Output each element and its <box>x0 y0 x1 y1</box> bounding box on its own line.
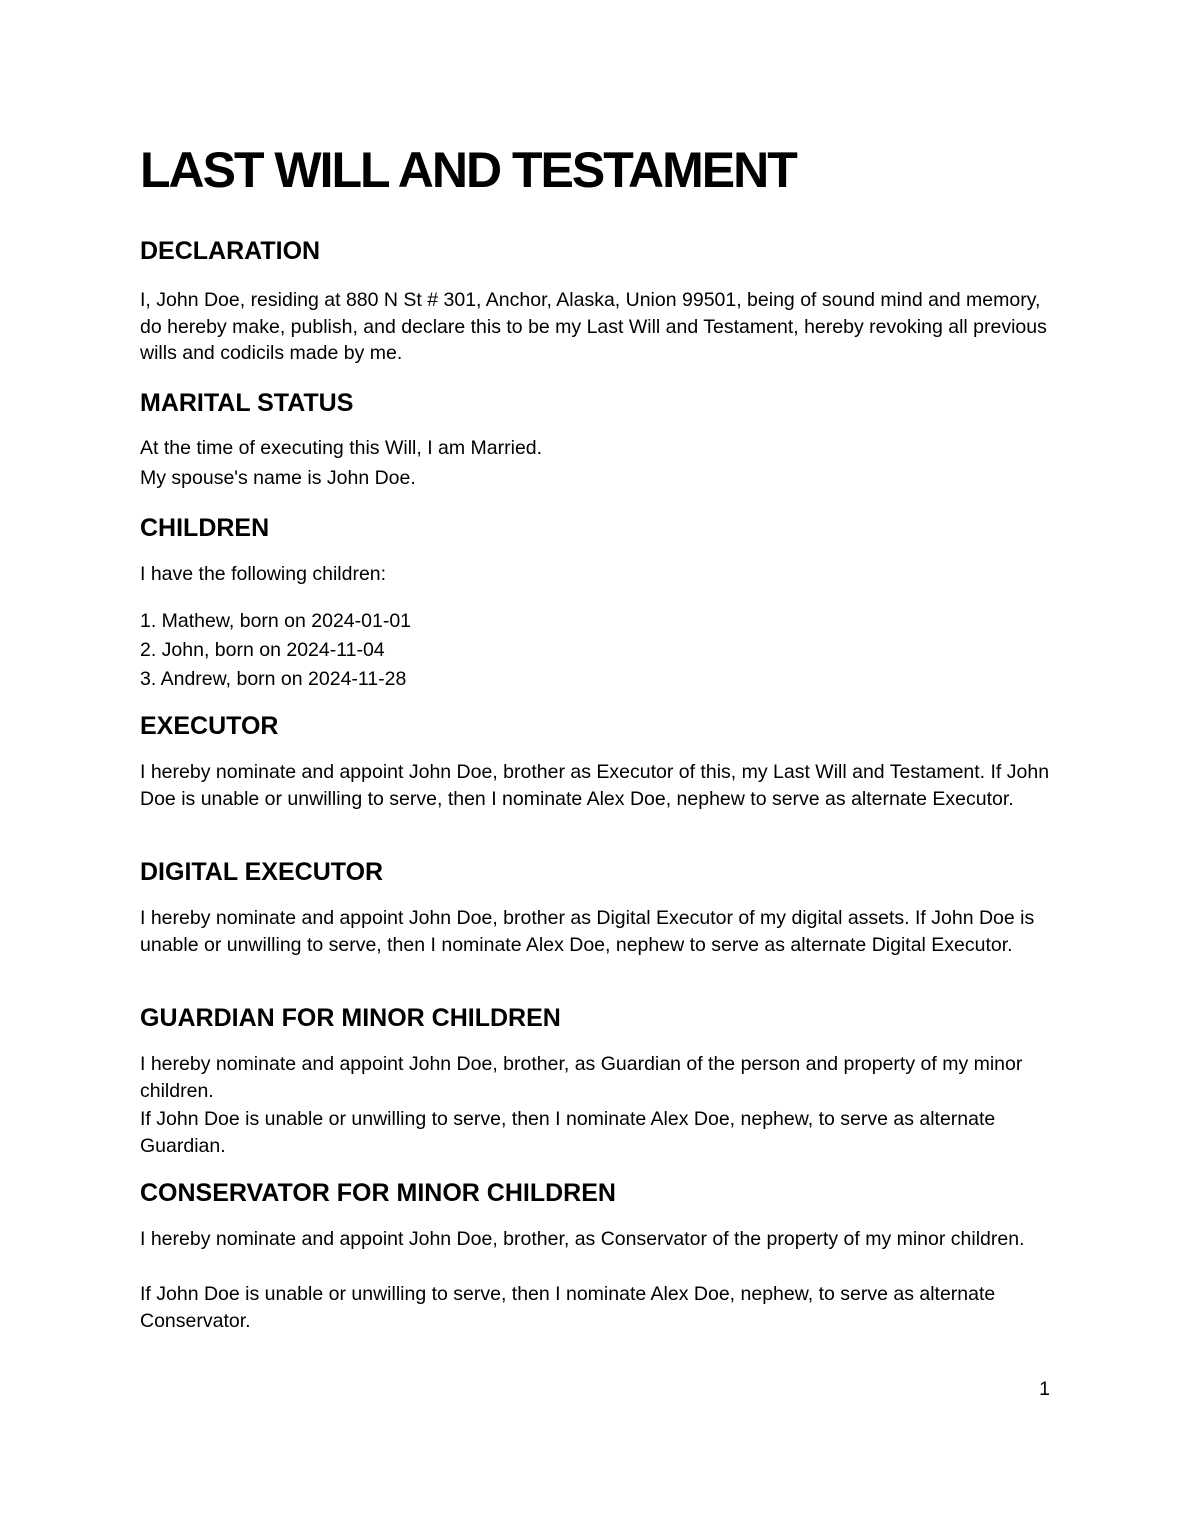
list-item: 3. Andrew, born on 2024-11-28 <box>140 668 407 690</box>
digital-executor-text: I hereby nominate and appoint John Doe, brother as Digital Executor of my digital assets. If John Doe is unable or unwilling to serve, then I nominate Alex Doe, nephew to serve as alternate Digital Executor. <box>140 907 1035 956</box>
conservator-text: I hereby nominate and appoint John Doe, brother, as Conservator of the property of my minor children. <box>140 1228 1025 1250</box>
children-intro: I have the following children: <box>140 563 387 585</box>
marital-status-line: At the time of executing this Will, I am Married. <box>140 437 543 459</box>
guardian-heading: GUARDIAN FOR MINOR CHILDREN <box>140 1004 561 1032</box>
digital-executor-heading: DIGITAL EXECUTOR <box>140 858 384 886</box>
executor-text: I hereby nominate and appoint John Doe, brother as Executor of this, my Last Will and Testament. If John Doe is unable or unwilling to serve, then I nominate Alex Doe, nephew to serve as alternate Executor. <box>140 761 1050 810</box>
executor-heading: EXECUTOR <box>140 712 279 740</box>
declaration-text: I, John Doe, residing at 880 N St # 301, Anchor, Alaska, Union 99501, being of sound mind and memory, do hereby make, publish, and declare this to be my Last Will and Testament, hereby revoking all previous wills and codicils made by me. <box>140 289 1047 364</box>
list-item: 2. John, born on 2024-11-04 <box>140 639 385 661</box>
guardian-text: I hereby nominate and appoint John Doe, brother, as Guardian of the person and property of my minor children. <box>140 1053 1023 1102</box>
spouse-name-line: My spouse's name is John Doe. <box>140 467 416 489</box>
page-number: 1 <box>1039 1378 1050 1400</box>
conservator-alternate-text: If John Doe is unable or unwilling to serve, then I nominate Alex Doe, nephew, to serve as alternate Conservator. <box>140 1283 996 1332</box>
document-title: LAST WILL AND TESTAMENT <box>140 142 796 198</box>
children-heading: CHILDREN <box>140 514 270 542</box>
list-item: 1. Mathew, born on 2024-01-01 <box>140 610 412 632</box>
declaration-heading: DECLARATION <box>140 237 321 265</box>
marital-status-heading: MARITAL STATUS <box>140 389 354 417</box>
guardian-alternate-text: If John Doe is unable or unwilling to serve, then I nominate Alex Doe, nephew, to serve as alternate Guardian. <box>140 1108 996 1157</box>
conservator-heading: CONSERVATOR FOR MINOR CHILDREN <box>140 1179 616 1207</box>
